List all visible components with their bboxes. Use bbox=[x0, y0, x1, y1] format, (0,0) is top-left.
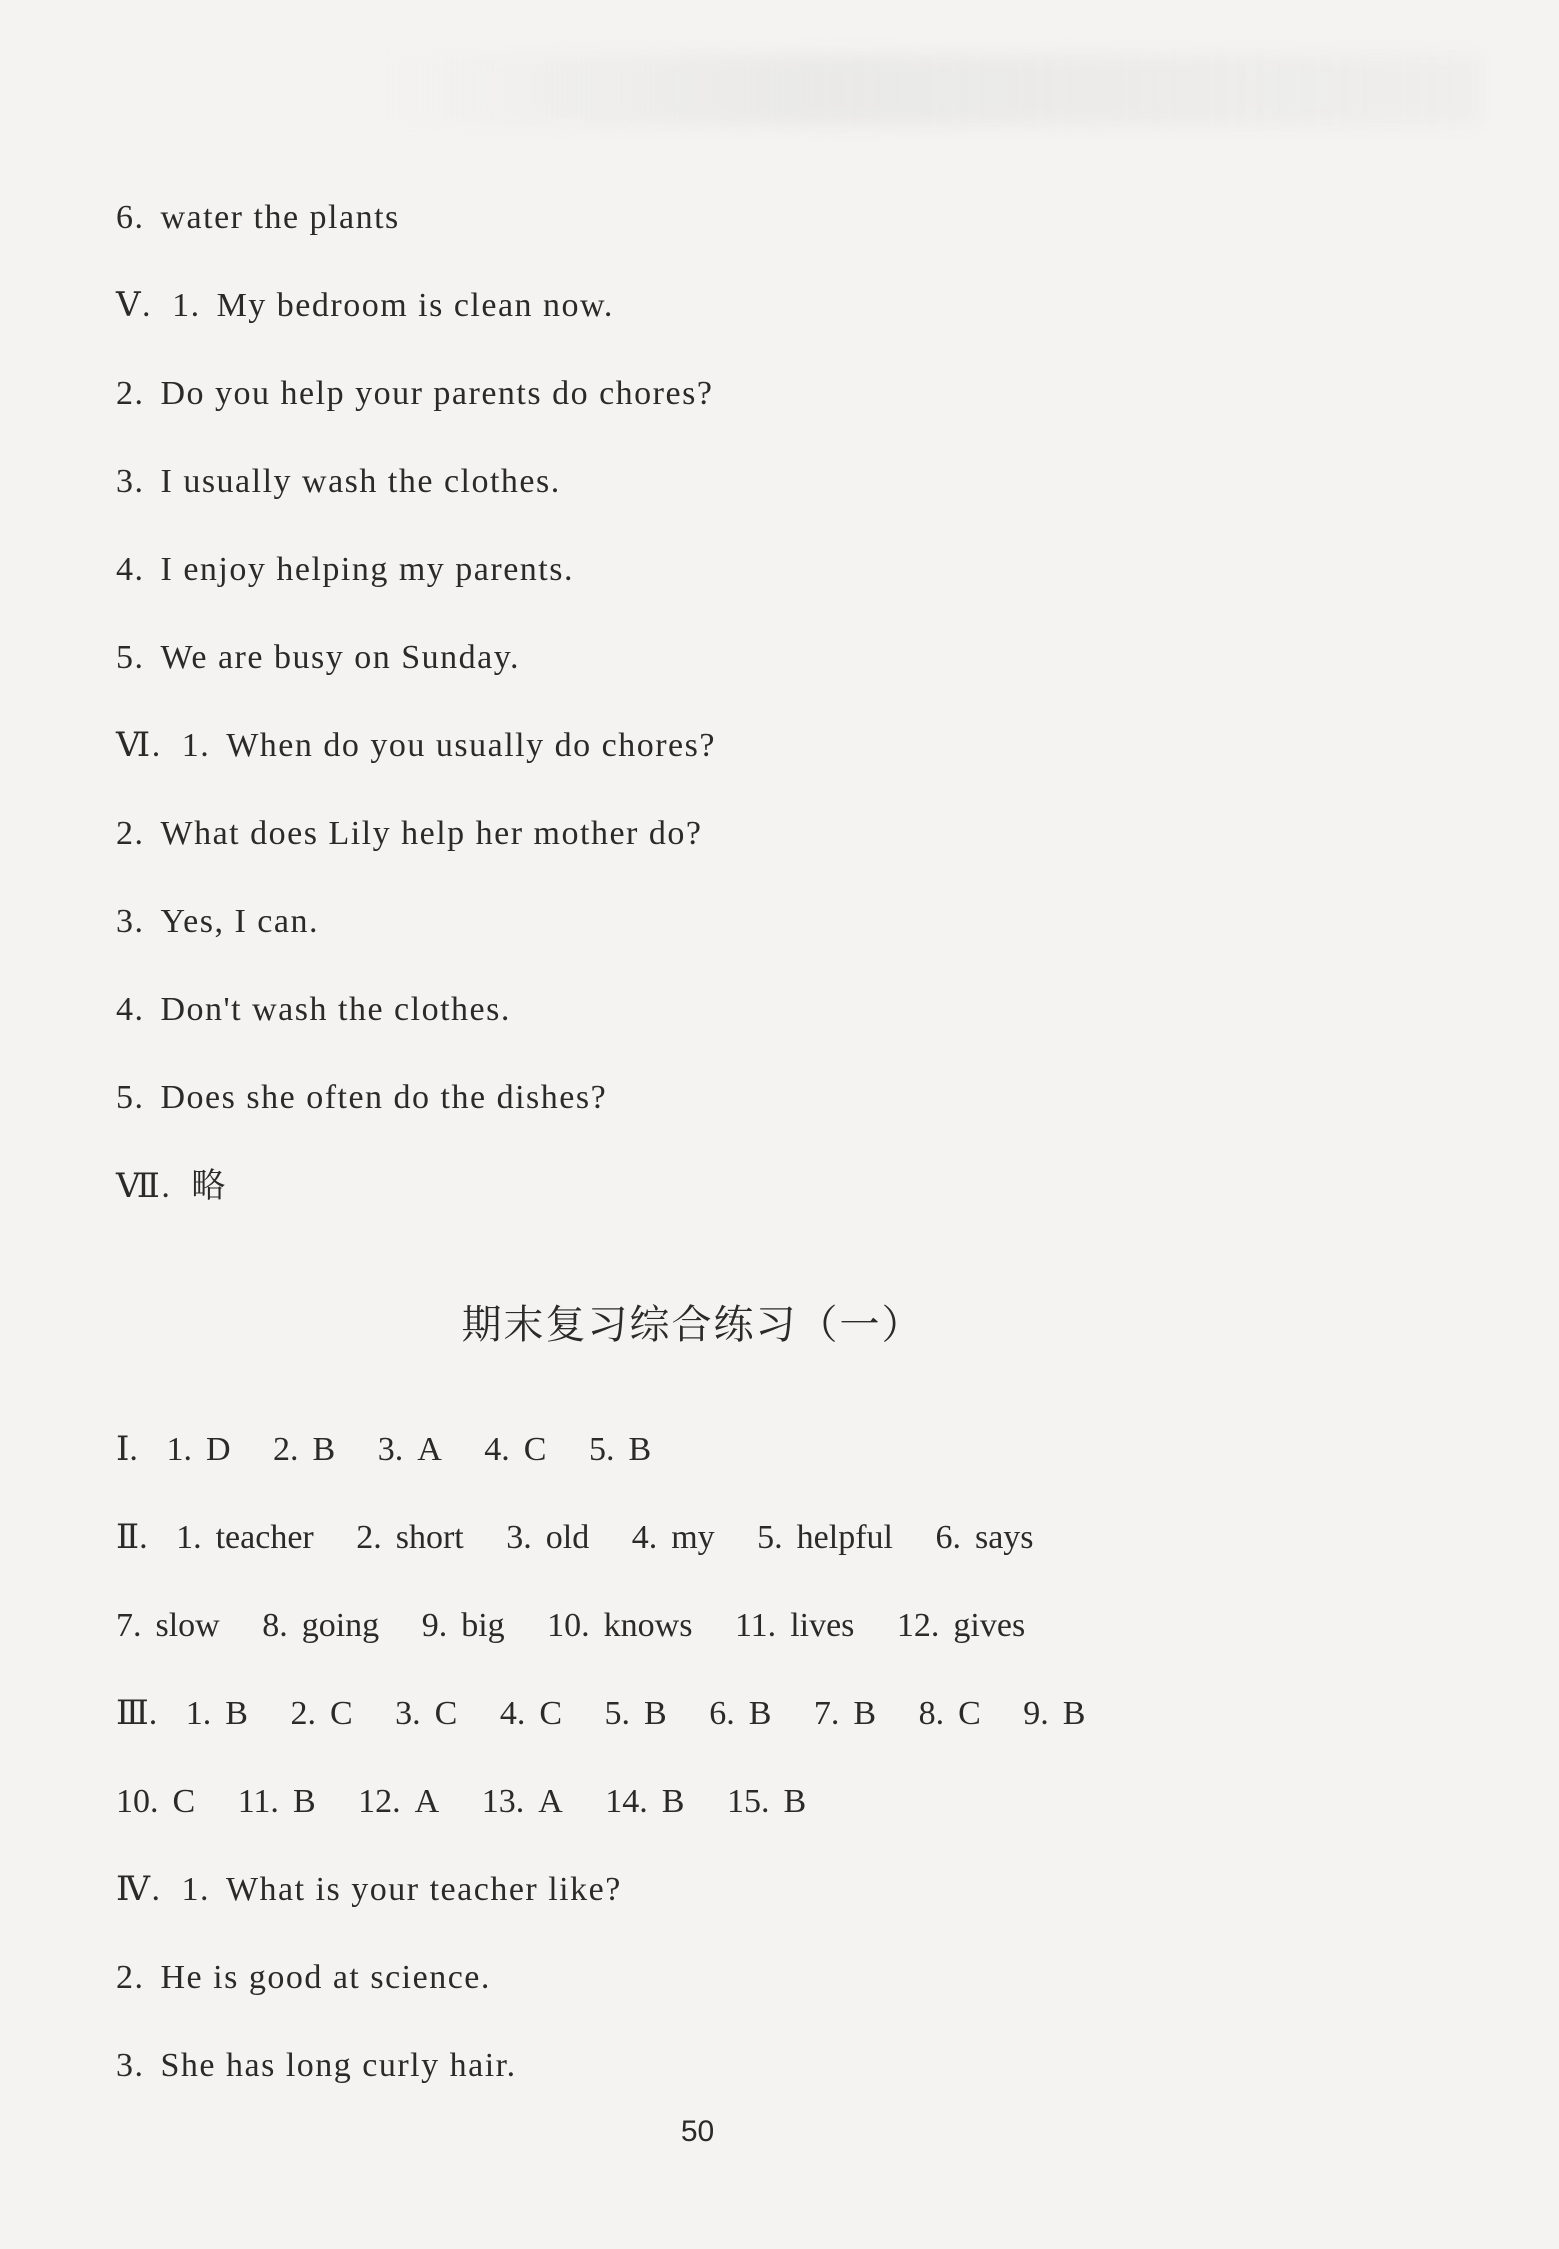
answer-line: Ⅵ. 1. When do you usually do chores? bbox=[116, 727, 716, 764]
answer-row-section-2-cont: 7. slow 8. going 9. big 10. knows 11. lives 12. gives bbox=[116, 1607, 1026, 1644]
answer-line: 2. What does Lily help her mother do? bbox=[116, 815, 703, 852]
answer-line: 6. water the plants bbox=[116, 199, 400, 236]
answer-line: 3. She has long curly hair. bbox=[116, 2047, 517, 2084]
scan-smudge bbox=[380, 55, 1480, 125]
answer-line: Ⅴ. 1. My bedroom is clean now. bbox=[116, 287, 614, 324]
answer-row-section-3-cont: 10. C 11. B 12. A 13. A 14. B 15. B bbox=[116, 1783, 807, 1820]
answer-row-section-1: Ⅰ. 1. D 2. B 3. A 4. C 5. B bbox=[116, 1431, 652, 1468]
section-heading: 期末复习综合练习（一） bbox=[461, 1302, 924, 1348]
answer-row-section-3: Ⅲ. 1. B 2. C 3. C 4. C 5. B 6. B 7. B 8. C 9. B bbox=[116, 1695, 1086, 1732]
answer-line: 4. Don't wash the clothes. bbox=[116, 991, 511, 1028]
answer-line: 2. Do you help your parents do chores? bbox=[116, 375, 714, 412]
answer-line: 4. I enjoy helping my parents. bbox=[116, 551, 574, 588]
answer-line: 3. I usually wash the clothes. bbox=[116, 463, 561, 500]
answer-line: 5. We are busy on Sunday. bbox=[116, 639, 520, 676]
answer-row-section-2: Ⅱ. 1. teacher 2. short 3. old 4. my 5. helpful 6. says bbox=[116, 1519, 1034, 1556]
answer-line: 3. Yes, I can. bbox=[116, 903, 319, 940]
answer-line: Ⅳ. 1. What is your teacher like? bbox=[116, 1871, 622, 1908]
answer-line: 2. He is good at science. bbox=[116, 1959, 491, 1996]
answer-line: Ⅶ. 略 bbox=[116, 1166, 227, 1206]
page-number: 50 bbox=[680, 2115, 715, 2148]
answer-line: 5. Does she often do the dishes? bbox=[116, 1079, 608, 1116]
